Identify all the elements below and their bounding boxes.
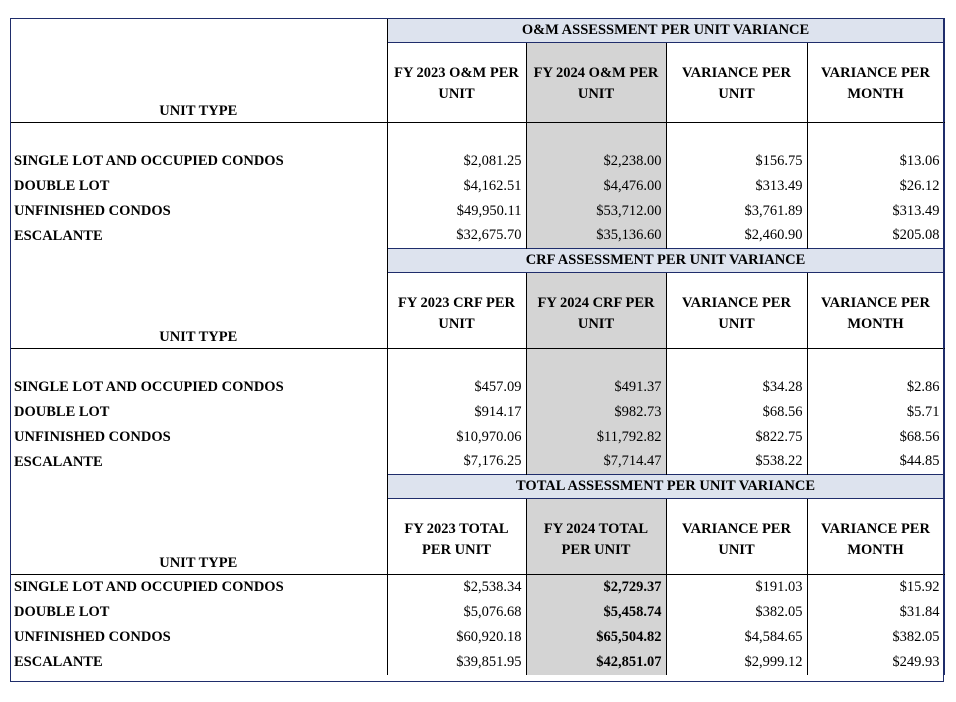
- row-label: ESCALANTE: [10, 650, 387, 675]
- variance-month-value: $15.92: [807, 575, 944, 600]
- variance-month-value: $68.56: [807, 425, 944, 450]
- crf-fy2024-header: FY 2024 CRF PER UNIT: [526, 273, 666, 349]
- variance-unit-value: $68.56: [666, 400, 807, 425]
- fy2024-value: $491.37: [526, 375, 666, 400]
- fy2024-value: $2,238.00: [526, 149, 666, 174]
- fy2023-value: $39,851.95: [387, 650, 526, 675]
- variance-month-value: $382.05: [807, 625, 944, 650]
- fy2024-value: $53,712.00: [526, 199, 666, 224]
- fy2024-value: $35,136.60: [526, 224, 666, 249]
- fy2024-value: $4,476.00: [526, 174, 666, 199]
- variance-month-value: $44.85: [807, 450, 944, 475]
- fy2023-value: $2,081.25: [387, 149, 526, 174]
- crf-unit-type-header: UNIT TYPE: [10, 273, 387, 349]
- variance-month-value: $26.12: [807, 174, 944, 199]
- om-variance-month-header: VARIANCE PER MONTH: [807, 43, 944, 123]
- fy2023-value: $457.09: [387, 375, 526, 400]
- fy2024-value: $65,504.82: [526, 625, 666, 650]
- crf-variance-unit-header: VARIANCE PER UNIT: [666, 273, 807, 349]
- fy2023-value: $32,675.70: [387, 224, 526, 249]
- total-section-title: TOTAL ASSESSMENT PER UNIT VARIANCE: [387, 475, 944, 499]
- om-fy2023-header: FY 2023 O&M PER UNIT: [387, 43, 526, 123]
- variance-unit-value: $538.22: [666, 450, 807, 475]
- variance-month-value: $31.84: [807, 600, 944, 625]
- row-label: ESCALANTE: [10, 224, 387, 249]
- variance-month-value: $2.86: [807, 375, 944, 400]
- variance-unit-value: $2,460.90: [666, 224, 807, 249]
- variance-unit-value: $191.03: [666, 575, 807, 600]
- variance-unit-value: $34.28: [666, 375, 807, 400]
- row-label: DOUBLE LOT: [10, 400, 387, 425]
- om-variance-unit-header: VARIANCE PER UNIT: [666, 43, 807, 123]
- fy2023-value: $914.17: [387, 400, 526, 425]
- fy2023-value: $5,076.68: [387, 600, 526, 625]
- fy2023-value: $7,176.25: [387, 450, 526, 475]
- om-fy2024-header: FY 2024 O&M PER UNIT: [526, 43, 666, 123]
- fy2023-value: $49,950.11: [387, 199, 526, 224]
- table-frame: [10, 18, 944, 682]
- fy2023-value: $60,920.18: [387, 625, 526, 650]
- variance-unit-value: $822.75: [666, 425, 807, 450]
- total-variance-month-header: VARIANCE PER MONTH: [807, 499, 944, 575]
- fy2023-value: $10,970.06: [387, 425, 526, 450]
- crf-section-title: CRF ASSESSMENT PER UNIT VARIANCE: [387, 249, 944, 273]
- row-label: UNFINISHED CONDOS: [10, 425, 387, 450]
- variance-month-value: $5.71: [807, 400, 944, 425]
- row-label: UNFINISHED CONDOS: [10, 199, 387, 224]
- variance-month-value: $13.06: [807, 149, 944, 174]
- row-label: DOUBLE LOT: [10, 174, 387, 199]
- row-label: SINGLE LOT AND OCCUPIED CONDOS: [10, 375, 387, 400]
- crf-variance-month-header: VARIANCE PER MONTH: [807, 273, 944, 349]
- row-label: SINGLE LOT AND OCCUPIED CONDOS: [10, 149, 387, 174]
- row-label: ESCALANTE: [10, 450, 387, 475]
- crf-fy2023-header: FY 2023 CRF PER UNIT: [387, 273, 526, 349]
- om-unit-type-header: UNIT TYPE: [10, 43, 387, 123]
- row-label: DOUBLE LOT: [10, 600, 387, 625]
- fy2024-value: $5,458.74: [526, 600, 666, 625]
- fy2024-value: $11,792.82: [526, 425, 666, 450]
- variance-unit-value: $313.49: [666, 174, 807, 199]
- variance-unit-value: $3,761.89: [666, 199, 807, 224]
- fy2024-value: $982.73: [526, 400, 666, 425]
- variance-unit-value: $382.05: [666, 600, 807, 625]
- variance-month-value: $313.49: [807, 199, 944, 224]
- total-variance-unit-header: VARIANCE PER UNIT: [666, 499, 807, 575]
- variance-unit-value: $156.75: [666, 149, 807, 174]
- fy2023-value: $4,162.51: [387, 174, 526, 199]
- fy2024-value: $7,714.47: [526, 450, 666, 475]
- row-label: SINGLE LOT AND OCCUPIED CONDOS: [10, 575, 387, 600]
- variance-month-value: $205.08: [807, 224, 944, 249]
- variance-unit-value: $4,584.65: [666, 625, 807, 650]
- fy2023-value: $2,538.34: [387, 575, 526, 600]
- fy2024-value: $42,851.07: [526, 650, 666, 675]
- total-unit-type-header: UNIT TYPE: [10, 499, 387, 575]
- fy2024-value: $2,729.37: [526, 575, 666, 600]
- om-section-title: O&M ASSESSMENT PER UNIT VARIANCE: [387, 19, 944, 43]
- variance-unit-value: $2,999.12: [666, 650, 807, 675]
- total-fy2023-header: FY 2023 TOTAL PER UNIT: [387, 499, 526, 575]
- total-fy2024-header: FY 2024 TOTAL PER UNIT: [526, 499, 666, 575]
- variance-month-value: $249.93: [807, 650, 944, 675]
- row-label: UNFINISHED CONDOS: [10, 625, 387, 650]
